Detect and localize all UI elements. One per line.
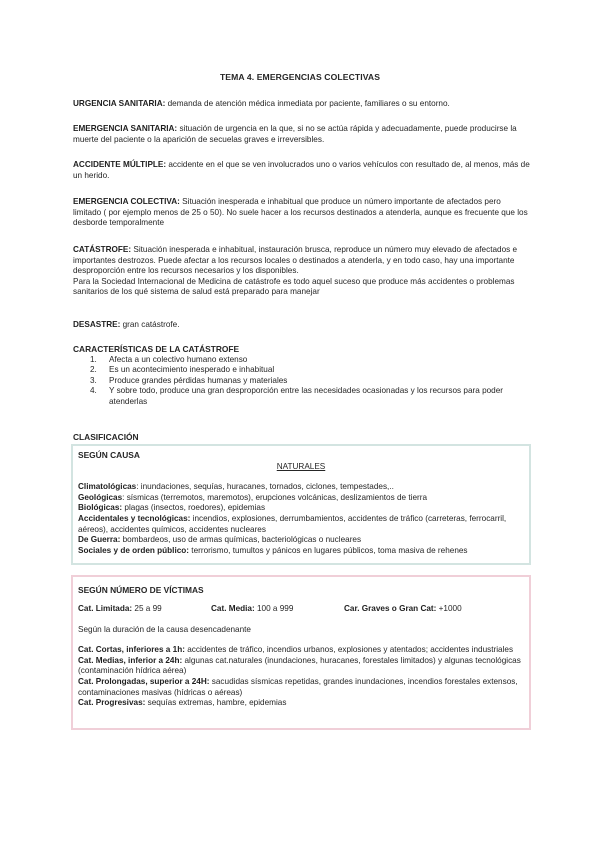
list-item: Cat. Progresivas: sequías extremas, hambre, epidemias bbox=[78, 698, 287, 708]
definition-term: CATÁSTROFE: bbox=[73, 245, 132, 254]
list-item: Climatológicas: inundaciones, sequías, huracanes, tornados, ciclones, tempestades,.. bbox=[78, 482, 394, 492]
list-item: 2. Es un acontecimiento inesperado e inhabitual bbox=[90, 365, 275, 375]
definition-emergencia-colectiva bbox=[73, 197, 531, 229]
definition-emergencia-sanitaria bbox=[73, 124, 531, 145]
box-heading: SEGÚN NÚMERO DE VÍCTIMAS bbox=[78, 585, 204, 595]
classification-heading: CLASIFICACIÓN bbox=[73, 432, 139, 442]
definition-text: Situación inesperada e inhabitual, instauración brusca, reproduce un número muy elevado de afectados e importantes destrozos. Puede afectar a los recursos locales o destinados a atenderla, y en todo caso, hay una importante desproporción entre los recursos necesarios y los disponibles. bbox=[73, 245, 518, 276]
definition-catastrofe bbox=[73, 245, 531, 298]
page-title: TEMA 4. EMERGENCIAS COLECTIVAS bbox=[219, 72, 381, 82]
category-limitada: Cat. Limitada: 25 a 99 bbox=[78, 603, 162, 613]
list-item: Sociales y de orden público: terrorismo, tumultos y pánicos en lugares públicos, toma masiva de rehenes bbox=[78, 545, 468, 555]
definition-text: demanda de atención médica inmediata por paciente, familiares o su entorno. bbox=[165, 99, 450, 108]
definition-desastre bbox=[73, 320, 531, 331]
duration-heading: Según la duración de la causa desencadenante bbox=[78, 624, 251, 634]
definition-term: DESASTRE: bbox=[73, 320, 121, 329]
definition-text: Situación inesperada e inhabitual que produce un número importante de afectados pero limitado ( por ejemplo menos de 25 o 50). No suele hacer a los recursos destinados a atenderla, aunque es frecuente que los desborde temporalmente bbox=[73, 197, 528, 228]
by-cause-box bbox=[71, 444, 531, 565]
characteristics-list bbox=[73, 355, 531, 408]
list-item: Cat. Medias, inferior a 24h: algunas cat.naturales (inundaciones, huracanes, forestales limitados) y algunas tecnológicas (contaminación hídrica aérea) bbox=[78, 655, 521, 676]
list-item: Cat. Cortas, inferiores a 1h: accidentes de tráfico, incendios urbanos, explosiones y atentados; accidentes industriales bbox=[78, 645, 514, 655]
list-item: Cat. Prolongadas, superior a 24H: sacudidas sísmicas repetidas, grandes inundaciones, incendios forestales extensos, contaminaciones masivas (hídricas o aéreas) bbox=[78, 676, 518, 697]
victim-categories bbox=[78, 604, 524, 615]
box-heading: SEGÚN CAUSA bbox=[78, 450, 140, 460]
definition-term: EMERGENCIA COLECTIVA: bbox=[73, 197, 180, 206]
definition-urgencia bbox=[73, 99, 531, 110]
definition-extra: Para la Sociedad Internacional de Medicina de catástrofe es todo aquel suceso que produce más accidentes o problemas sanitarios de los qué sistema de salud está preparado para manejar bbox=[73, 276, 515, 297]
list-item: 4. Y sobre todo, produce una gran desproporción entre las necesidades ocasionadas y los recursos para poder atenderlas bbox=[90, 386, 504, 406]
list-item: Geológicas: sísmicas (terremotos, maremotos), erupciones volcánicas, deslizamientos de tierra bbox=[78, 492, 428, 502]
definition-text: accidente en el que se ven involucrados uno o varios vehículos con resultado de, al menos, más de un herido. bbox=[73, 160, 530, 180]
category-media: Cat. Media: 100 a 999 bbox=[211, 603, 294, 613]
characteristics-section bbox=[73, 344, 531, 408]
section-heading: CARACTERÍSTICAS DE LA CATÁSTROFE bbox=[73, 344, 240, 354]
box-subheading: NATURALES bbox=[276, 461, 326, 471]
list-item: 1. Afecta a un colectivo humano extenso bbox=[90, 354, 248, 364]
definition-term: URGENCIA SANITARIA: bbox=[73, 99, 166, 108]
list-item: Biológicas: plagas (insectos, roedores), epidemias bbox=[78, 503, 266, 513]
list-item: De Guerra: bombardeos, uso de armas químicas, bacteriológicas o nucleares bbox=[78, 535, 362, 545]
definition-accidente-multiple bbox=[73, 160, 531, 181]
definition-text: gran catástrofe. bbox=[120, 320, 180, 329]
definition-term: EMERGENCIA SANITARIA: bbox=[73, 124, 178, 133]
cause-list bbox=[78, 482, 524, 556]
definition-text: situación de urgencia en la que, si no se actúa rápida y adecuadamente, puede producirse la muerte del paciente o la aparición de secuelas graves e irreversibles. bbox=[73, 124, 517, 144]
category-grave: Car. Graves o Gran Cat: +1000 bbox=[344, 603, 462, 613]
list-item: Accidentales y tecnológicas: incendios, explosiones, derrumbamientos, accidentes de tráfico (carreteras, ferrocarril, aéreos), accidentes químicos, accidentes nucleares bbox=[78, 513, 507, 534]
definition-term: ACCIDENTE MÚLTIPLE: bbox=[73, 160, 167, 169]
list-item: 3. Produce grandes pérdidas humanas y materiales bbox=[90, 375, 288, 385]
duration-list bbox=[78, 645, 524, 709]
by-victims-box bbox=[71, 575, 531, 730]
